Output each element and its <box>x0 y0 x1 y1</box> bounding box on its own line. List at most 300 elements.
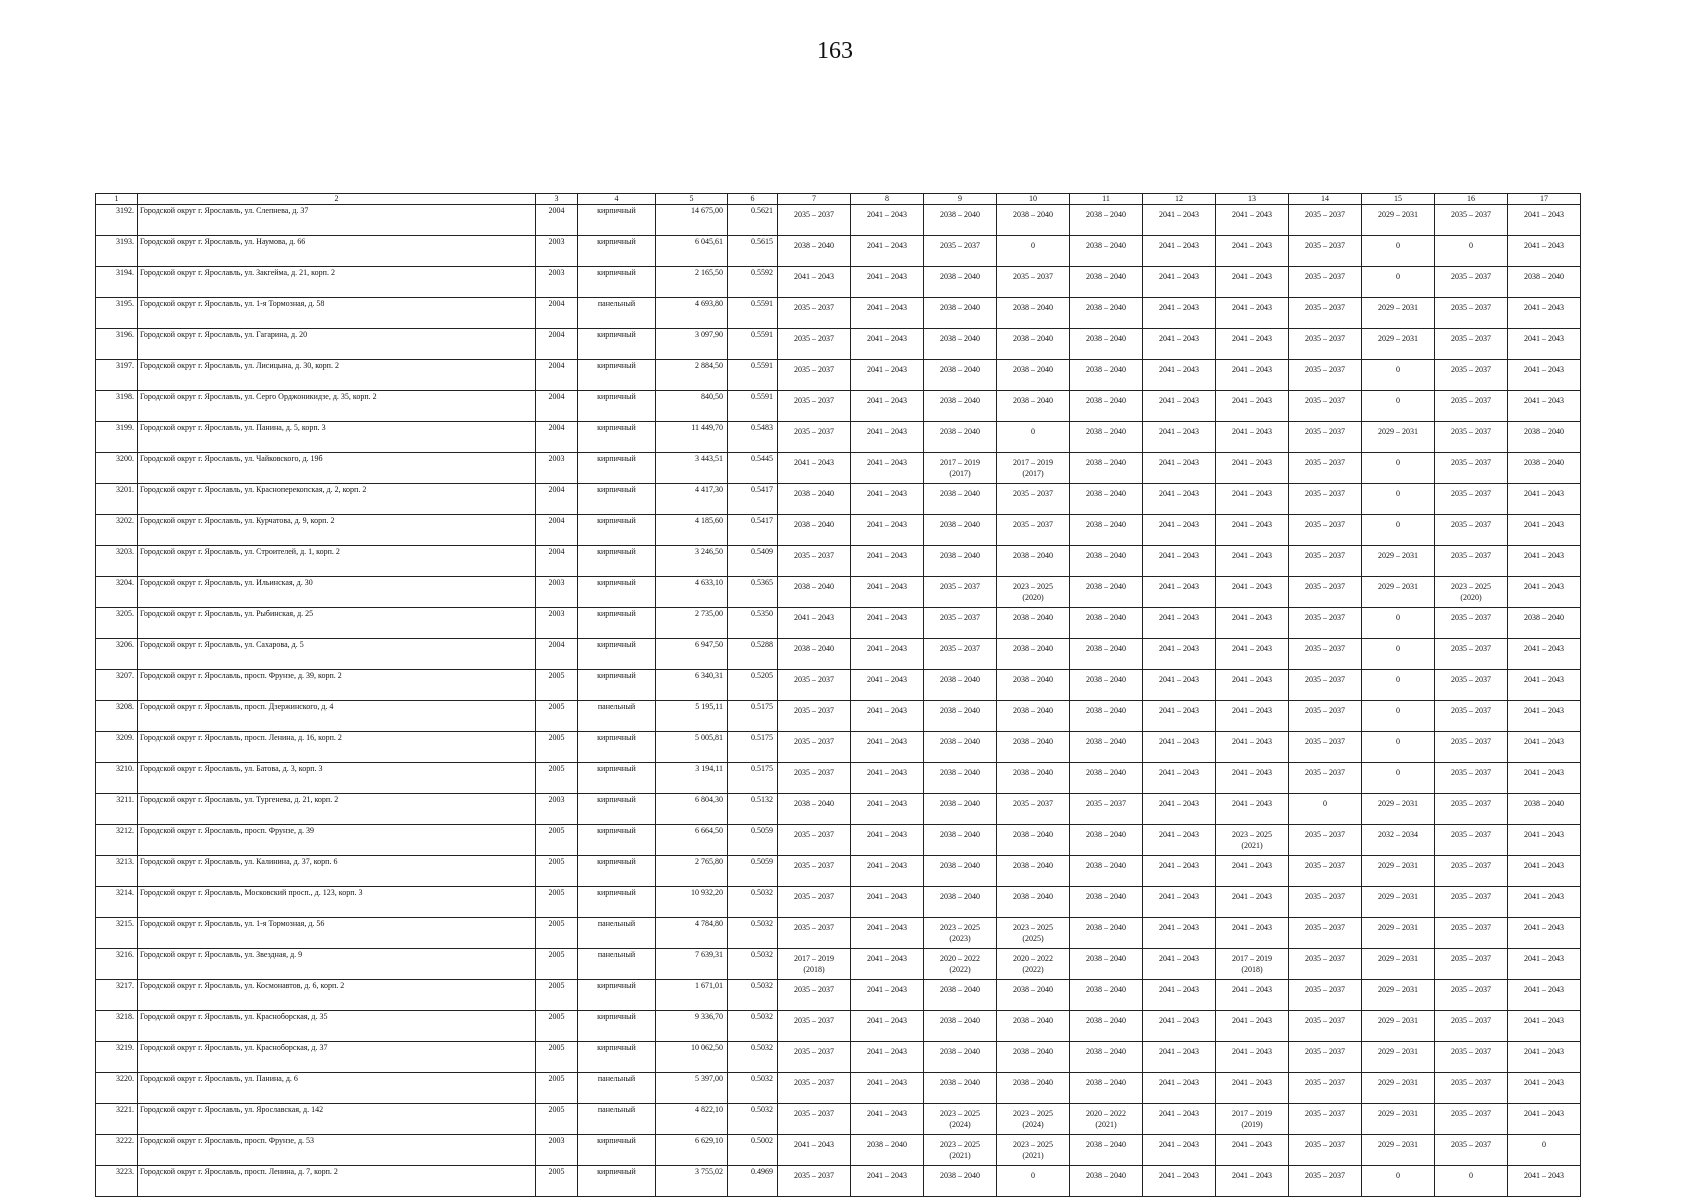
table-cell-col-14: 2035 – 2037 <box>1289 1104 1362 1135</box>
table-cell-col-8: 2041 – 2043 <box>851 949 924 980</box>
table-row <box>96 391 1581 422</box>
table-cell-col-16: 2035 – 2037 <box>1435 1042 1508 1073</box>
table-cell-col-10: 2035 – 2037 <box>997 515 1070 546</box>
table-cell-col-4: кирпичный <box>578 1135 656 1166</box>
table-cell-col-9: 2038 – 2040 <box>924 329 997 360</box>
table-cell-col-1: 3211. <box>96 794 138 825</box>
table-cell-col-1: 3219. <box>96 1042 138 1073</box>
table-cell-col-10: 2038 – 2040 <box>997 887 1070 918</box>
table-cell-col-12: 2041 – 2043 <box>1143 360 1216 391</box>
table-cell-col-1: 3210. <box>96 763 138 794</box>
table-cell-col-5: 6 664,50 <box>656 825 728 856</box>
table-cell-col-3: 2003 <box>536 453 578 484</box>
table-cell-col-1: 3221. <box>96 1104 138 1135</box>
table-cell-col-12: 2041 – 2043 <box>1143 949 1216 980</box>
table-cell-col-7: 2035 – 2037 <box>778 701 851 732</box>
table-cell-col-17: 2038 – 2040 <box>1508 453 1581 484</box>
table-cell-col-5: 3 194,11 <box>656 763 728 794</box>
table-cell-col-15: 2029 – 2031 <box>1362 1104 1435 1135</box>
table-cell-col-8: 2041 – 2043 <box>851 515 924 546</box>
table-cell-col-7: 2035 – 2037 <box>778 825 851 856</box>
table-cell-col-15: 0 <box>1362 515 1435 546</box>
table-cell-col-14: 2035 – 2037 <box>1289 608 1362 639</box>
table-cell-col-7: 2035 – 2037 <box>778 298 851 329</box>
table-cell-col-15: 2029 – 2031 <box>1362 856 1435 887</box>
table-cell-col-11: 2038 – 2040 <box>1070 639 1143 670</box>
table-cell-col-16: 2035 – 2037 <box>1435 918 1508 949</box>
table-cell-col-5: 10 932,20 <box>656 887 728 918</box>
table-cell-col-8: 2041 – 2043 <box>851 980 924 1011</box>
table-cell-col-11: 2038 – 2040 <box>1070 391 1143 422</box>
table-cell-col-12: 2041 – 2043 <box>1143 298 1216 329</box>
table-cell-col-12: 2041 – 2043 <box>1143 794 1216 825</box>
table-cell-col-3: 2005 <box>536 1073 578 1104</box>
table-cell-col-17: 2041 – 2043 <box>1508 298 1581 329</box>
table-cell-col-16: 2035 – 2037 <box>1435 794 1508 825</box>
table-cell-col-11: 2038 – 2040 <box>1070 267 1143 298</box>
table-cell-col-4: панельный <box>578 1073 656 1104</box>
table-cell-col-16: 2035 – 2037 <box>1435 360 1508 391</box>
table-cell-col-17: 2041 – 2043 <box>1508 329 1581 360</box>
table-cell-col-2: Городской округ г. Ярославль, просп. Ленина, д. 7, корп. 2 <box>138 1166 536 1197</box>
table-cell-col-8: 2041 – 2043 <box>851 205 924 236</box>
table-cell-col-4: кирпичный <box>578 205 656 236</box>
table-cell-col-2: Городской округ г. Ярославль, ул. Строителей, д. 1, корп. 2 <box>138 546 536 577</box>
table-cell-col-9: 2038 – 2040 <box>924 1042 997 1073</box>
table-cell-col-15: 0 <box>1362 236 1435 267</box>
table-cell-col-10: 2023 – 2025 (2025) <box>997 918 1070 949</box>
table-cell-col-12: 2041 – 2043 <box>1143 329 1216 360</box>
table-cell-col-14: 2035 – 2037 <box>1289 639 1362 670</box>
table-cell-col-1: 3223. <box>96 1166 138 1197</box>
table-row <box>96 670 1581 701</box>
table-cell-col-12: 2041 – 2043 <box>1143 546 1216 577</box>
table-cell-col-1: 3217. <box>96 980 138 1011</box>
table-cell-col-11: 2038 – 2040 <box>1070 360 1143 391</box>
table-cell-col-10: 2038 – 2040 <box>997 546 1070 577</box>
table-cell-col-3: 2004 <box>536 422 578 453</box>
table-cell-col-3: 2004 <box>536 205 578 236</box>
column-header-2: 2 <box>138 194 536 205</box>
table-cell-col-16: 2035 – 2037 <box>1435 1104 1508 1135</box>
table-cell-col-7: 2017 – 2019 (2018) <box>778 949 851 980</box>
table-cell-col-14: 2035 – 2037 <box>1289 391 1362 422</box>
table-row <box>96 484 1581 515</box>
table-cell-col-4: кирпичный <box>578 577 656 608</box>
table-cell-col-5: 3 755,02 <box>656 1166 728 1197</box>
table-cell-col-3: 2003 <box>536 267 578 298</box>
table-cell-col-6: 0.5032 <box>728 1042 778 1073</box>
table-cell-col-12: 2041 – 2043 <box>1143 1073 1216 1104</box>
table-cell-col-12: 2041 – 2043 <box>1143 484 1216 515</box>
column-header-3: 3 <box>536 194 578 205</box>
table-cell-col-9: 2038 – 2040 <box>924 763 997 794</box>
table-cell-col-9: 2038 – 2040 <box>924 298 997 329</box>
table-cell-col-1: 3195. <box>96 298 138 329</box>
table-cell-col-14: 2035 – 2037 <box>1289 360 1362 391</box>
table-cell-col-14: 2035 – 2037 <box>1289 1073 1362 1104</box>
table-cell-col-1: 3220. <box>96 1073 138 1104</box>
table-cell-col-5: 1 671,01 <box>656 980 728 1011</box>
table-cell-col-12: 2041 – 2043 <box>1143 1166 1216 1197</box>
table-cell-col-13: 2041 – 2043 <box>1216 732 1289 763</box>
table-cell-col-1: 3197. <box>96 360 138 391</box>
table-cell-col-12: 2041 – 2043 <box>1143 701 1216 732</box>
table-cell-col-16: 2035 – 2037 <box>1435 298 1508 329</box>
table-cell-col-5: 4 822,10 <box>656 1104 728 1135</box>
table-cell-col-2: Городской округ г. Ярославль, ул. Космонавтов, д. 6, корп. 2 <box>138 980 536 1011</box>
table-cell-col-3: 2004 <box>536 298 578 329</box>
table-row <box>96 267 1581 298</box>
table-cell-col-14: 2035 – 2037 <box>1289 980 1362 1011</box>
table-row <box>96 1166 1581 1197</box>
table-cell-col-8: 2041 – 2043 <box>851 453 924 484</box>
table-cell-col-13: 2041 – 2043 <box>1216 484 1289 515</box>
table-cell-col-2: Городской округ г. Ярославль, ул. Звездная, д. 9 <box>138 949 536 980</box>
table-cell-col-9: 2038 – 2040 <box>924 732 997 763</box>
table-cell-col-7: 2038 – 2040 <box>778 639 851 670</box>
table-cell-col-13: 2041 – 2043 <box>1216 391 1289 422</box>
column-header-15: 15 <box>1362 194 1435 205</box>
table-cell-col-17: 2041 – 2043 <box>1508 670 1581 701</box>
table-cell-col-11: 2038 – 2040 <box>1070 763 1143 794</box>
table-cell-col-12: 2041 – 2043 <box>1143 825 1216 856</box>
table-cell-col-17: 2038 – 2040 <box>1508 422 1581 453</box>
table-cell-col-16: 0 <box>1435 236 1508 267</box>
table-cell-col-16: 2035 – 2037 <box>1435 484 1508 515</box>
table-cell-col-11: 2038 – 2040 <box>1070 577 1143 608</box>
table-cell-col-12: 2041 – 2043 <box>1143 1042 1216 1073</box>
table-cell-col-11: 2038 – 2040 <box>1070 205 1143 236</box>
table-cell-col-2: Городской округ г. Ярославль, ул. Панина, д. 5, корп. 3 <box>138 422 536 453</box>
table-cell-col-4: кирпичный <box>578 484 656 515</box>
table-cell-col-4: кирпичный <box>578 887 656 918</box>
table-cell-col-12: 2041 – 2043 <box>1143 1135 1216 1166</box>
table-cell-col-3: 2005 <box>536 980 578 1011</box>
table-cell-col-11: 2038 – 2040 <box>1070 1073 1143 1104</box>
table-row <box>96 763 1581 794</box>
table-cell-col-1: 3198. <box>96 391 138 422</box>
table-cell-col-11: 2038 – 2040 <box>1070 1166 1143 1197</box>
table-cell-col-11: 2038 – 2040 <box>1070 608 1143 639</box>
table-cell-col-1: 3205. <box>96 608 138 639</box>
column-header-12: 12 <box>1143 194 1216 205</box>
table-cell-col-3: 2005 <box>536 887 578 918</box>
table-cell-col-8: 2041 – 2043 <box>851 1042 924 1073</box>
table-cell-col-11: 2038 – 2040 <box>1070 856 1143 887</box>
table-cell-col-6: 0.4969 <box>728 1166 778 1197</box>
table-cell-col-9: 2038 – 2040 <box>924 484 997 515</box>
table-cell-col-4: кирпичный <box>578 360 656 391</box>
table-cell-col-13: 2041 – 2043 <box>1216 1166 1289 1197</box>
table-cell-col-5: 14 675,00 <box>656 205 728 236</box>
table-cell-col-11: 2038 – 2040 <box>1070 887 1143 918</box>
table-cell-col-12: 2041 – 2043 <box>1143 391 1216 422</box>
table-cell-col-6: 0.5365 <box>728 577 778 608</box>
table-cell-col-10: 2038 – 2040 <box>997 670 1070 701</box>
table-cell-col-1: 3194. <box>96 267 138 298</box>
table-cell-col-5: 11 449,70 <box>656 422 728 453</box>
table-cell-col-15: 2029 – 2031 <box>1362 887 1435 918</box>
table-cell-col-14: 2035 – 2037 <box>1289 298 1362 329</box>
table-cell-col-11: 2038 – 2040 <box>1070 825 1143 856</box>
column-header-8: 8 <box>851 194 924 205</box>
table-cell-col-4: кирпичный <box>578 267 656 298</box>
table-cell-col-2: Городской округ г. Ярославль, ул. Закгейма, д. 21, корп. 2 <box>138 267 536 298</box>
table-cell-col-15: 0 <box>1362 763 1435 794</box>
table-cell-col-17: 2041 – 2043 <box>1508 825 1581 856</box>
table-row <box>96 515 1581 546</box>
column-header-16: 16 <box>1435 194 1508 205</box>
table-row <box>96 701 1581 732</box>
table-cell-col-17: 2041 – 2043 <box>1508 1104 1581 1135</box>
table-cell-col-7: 2035 – 2037 <box>778 360 851 391</box>
table-cell-col-16: 2035 – 2037 <box>1435 763 1508 794</box>
table-cell-col-16: 2035 – 2037 <box>1435 639 1508 670</box>
table-cell-col-10: 2038 – 2040 <box>997 639 1070 670</box>
table-cell-col-3: 2003 <box>536 794 578 825</box>
table-cell-col-10: 2038 – 2040 <box>997 980 1070 1011</box>
table-cell-col-16: 2035 – 2037 <box>1435 732 1508 763</box>
table-cell-col-9: 2038 – 2040 <box>924 825 997 856</box>
table-cell-col-4: панельный <box>578 1104 656 1135</box>
table-cell-col-9: 2038 – 2040 <box>924 360 997 391</box>
table-row <box>96 1135 1581 1166</box>
table-row <box>96 1011 1581 1042</box>
table-cell-col-1: 3200. <box>96 453 138 484</box>
table-cell-col-6: 0.5032 <box>728 980 778 1011</box>
table-cell-col-5: 4 185,60 <box>656 515 728 546</box>
table-cell-col-2: Городской округ г. Ярославль, ул. Тургенева, д. 21, корп. 2 <box>138 794 536 825</box>
table-cell-col-4: кирпичный <box>578 639 656 670</box>
table-cell-col-11: 2020 – 2022 (2021) <box>1070 1104 1143 1135</box>
table-cell-col-12: 2041 – 2043 <box>1143 236 1216 267</box>
table-cell-col-1: 3215. <box>96 918 138 949</box>
table-cell-col-13: 2017 – 2019 (2018) <box>1216 949 1289 980</box>
table-cell-col-14: 2035 – 2037 <box>1289 329 1362 360</box>
table-cell-col-17: 2041 – 2043 <box>1508 763 1581 794</box>
table-cell-col-15: 2029 – 2031 <box>1362 577 1435 608</box>
table-cell-col-12: 2041 – 2043 <box>1143 577 1216 608</box>
table-cell-col-8: 2041 – 2043 <box>851 236 924 267</box>
table-cell-col-9: 2038 – 2040 <box>924 391 997 422</box>
table-cell-col-15: 2029 – 2031 <box>1362 329 1435 360</box>
table-cell-col-13: 2023 – 2025 (2021) <box>1216 825 1289 856</box>
table-cell-col-1: 3201. <box>96 484 138 515</box>
table-cell-col-4: кирпичный <box>578 670 656 701</box>
table-cell-col-4: кирпичный <box>578 422 656 453</box>
table-cell-col-15: 0 <box>1362 484 1435 515</box>
table-cell-col-4: кирпичный <box>578 453 656 484</box>
table-cell-col-4: панельный <box>578 701 656 732</box>
table-cell-col-10: 2023 – 2025 (2020) <box>997 577 1070 608</box>
table-cell-col-9: 2035 – 2037 <box>924 577 997 608</box>
table-cell-col-2: Городской округ г. Ярославль, ул. Батова, д. 3, корп. 3 <box>138 763 536 794</box>
table-cell-col-15: 0 <box>1362 608 1435 639</box>
table-cell-col-3: 2004 <box>536 546 578 577</box>
table-cell-col-7: 2035 – 2037 <box>778 763 851 794</box>
table-cell-col-10: 2038 – 2040 <box>997 856 1070 887</box>
table-cell-col-15: 2029 – 2031 <box>1362 422 1435 453</box>
table-cell-col-11: 2038 – 2040 <box>1070 546 1143 577</box>
column-header-1: 1 <box>96 194 138 205</box>
table-cell-col-11: 2038 – 2040 <box>1070 298 1143 329</box>
table-cell-col-15: 2029 – 2031 <box>1362 546 1435 577</box>
table-cell-col-2: Городской округ г. Ярославль, ул. Красноперекопская, д. 2, корп. 2 <box>138 484 536 515</box>
table-cell-col-11: 2038 – 2040 <box>1070 1042 1143 1073</box>
table-row <box>96 1073 1581 1104</box>
table-cell-col-5: 4 784,80 <box>656 918 728 949</box>
table-cell-col-12: 2041 – 2043 <box>1143 515 1216 546</box>
table-cell-col-3: 2004 <box>536 391 578 422</box>
table-cell-col-14: 2035 – 2037 <box>1289 453 1362 484</box>
table-cell-col-7: 2038 – 2040 <box>778 794 851 825</box>
table-cell-col-17: 2041 – 2043 <box>1508 515 1581 546</box>
table-cell-col-2: Городской округ г. Ярославль, ул. Гагарина, д. 20 <box>138 329 536 360</box>
table-cell-col-3: 2005 <box>536 949 578 980</box>
table-cell-col-17: 2041 – 2043 <box>1508 1166 1581 1197</box>
table-cell-col-5: 4 693,80 <box>656 298 728 329</box>
table-cell-col-6: 0.5132 <box>728 794 778 825</box>
table-cell-col-8: 2041 – 2043 <box>851 670 924 701</box>
table-cell-col-5: 2 735,00 <box>656 608 728 639</box>
table-cell-col-16: 2035 – 2037 <box>1435 980 1508 1011</box>
table-cell-col-17: 2041 – 2043 <box>1508 391 1581 422</box>
table-cell-col-8: 2041 – 2043 <box>851 267 924 298</box>
table-cell-col-14: 2035 – 2037 <box>1289 546 1362 577</box>
table-cell-col-7: 2041 – 2043 <box>778 1135 851 1166</box>
table-cell-col-3: 2003 <box>536 236 578 267</box>
column-header-5: 5 <box>656 194 728 205</box>
table-cell-col-11: 2038 – 2040 <box>1070 515 1143 546</box>
table-cell-col-11: 2038 – 2040 <box>1070 329 1143 360</box>
table-cell-col-5: 4 417,30 <box>656 484 728 515</box>
table-cell-col-12: 2041 – 2043 <box>1143 205 1216 236</box>
table-cell-col-2: Городской округ г. Ярославль, просп. Ленина, д. 16, корп. 2 <box>138 732 536 763</box>
table-cell-col-15: 0 <box>1362 732 1435 763</box>
table-cell-col-13: 2041 – 2043 <box>1216 980 1289 1011</box>
table-cell-col-2: Городской округ г. Ярославль, просп. Дзержинского, д. 4 <box>138 701 536 732</box>
table-cell-col-7: 2038 – 2040 <box>778 515 851 546</box>
table-cell-col-6: 0.5417 <box>728 515 778 546</box>
table-cell-col-13: 2041 – 2043 <box>1216 701 1289 732</box>
table-cell-col-5: 3 097,90 <box>656 329 728 360</box>
table-cell-col-1: 3193. <box>96 236 138 267</box>
column-header-10: 10 <box>997 194 1070 205</box>
table-cell-col-10: 2038 – 2040 <box>997 763 1070 794</box>
table-cell-col-17: 2041 – 2043 <box>1508 701 1581 732</box>
table-header <box>96 194 1581 205</box>
table-cell-col-7: 2041 – 2043 <box>778 453 851 484</box>
table-row <box>96 980 1581 1011</box>
table-cell-col-17: 2041 – 2043 <box>1508 887 1581 918</box>
table-cell-col-1: 3199. <box>96 422 138 453</box>
table-cell-col-11: 2038 – 2040 <box>1070 670 1143 701</box>
table-cell-col-17: 2041 – 2043 <box>1508 577 1581 608</box>
table-cell-col-7: 2035 – 2037 <box>778 205 851 236</box>
table-cell-col-14: 2035 – 2037 <box>1289 1135 1362 1166</box>
table-cell-col-9: 2038 – 2040 <box>924 794 997 825</box>
table-cell-col-16: 2035 – 2037 <box>1435 887 1508 918</box>
table-cell-col-3: 2005 <box>536 1104 578 1135</box>
table-cell-col-15: 2029 – 2031 <box>1362 949 1435 980</box>
table-cell-col-14: 2035 – 2037 <box>1289 1166 1362 1197</box>
table-cell-col-12: 2041 – 2043 <box>1143 732 1216 763</box>
table-cell-col-6: 0.5175 <box>728 701 778 732</box>
table-cell-col-10: 2038 – 2040 <box>997 1011 1070 1042</box>
table-cell-col-5: 5 397,00 <box>656 1073 728 1104</box>
table-cell-col-10: 2023 – 2025 (2021) <box>997 1135 1070 1166</box>
table-cell-col-3: 2004 <box>536 484 578 515</box>
table-cell-col-2: Городской округ г. Ярославль, ул. Красноборская, д. 35 <box>138 1011 536 1042</box>
table-cell-col-13: 2041 – 2043 <box>1216 329 1289 360</box>
table-cell-col-13: 2041 – 2043 <box>1216 298 1289 329</box>
table-cell-col-9: 2017 – 2019 (2017) <box>924 453 997 484</box>
table-cell-col-16: 2035 – 2037 <box>1435 422 1508 453</box>
table-cell-col-14: 2035 – 2037 <box>1289 763 1362 794</box>
table-cell-col-13: 2041 – 2043 <box>1216 515 1289 546</box>
table-cell-col-4: панельный <box>578 298 656 329</box>
table-cell-col-13: 2041 – 2043 <box>1216 546 1289 577</box>
table-cell-col-6: 0.5032 <box>728 1011 778 1042</box>
table-cell-col-14: 2035 – 2037 <box>1289 856 1362 887</box>
table-cell-col-15: 2029 – 2031 <box>1362 794 1435 825</box>
table-cell-col-15: 2029 – 2031 <box>1362 205 1435 236</box>
table-cell-col-5: 2 884,50 <box>656 360 728 391</box>
table-row <box>96 794 1581 825</box>
table-cell-col-12: 2041 – 2043 <box>1143 267 1216 298</box>
table-cell-col-7: 2041 – 2043 <box>778 267 851 298</box>
table-cell-col-6: 0.5032 <box>728 1073 778 1104</box>
table-cell-col-3: 2005 <box>536 856 578 887</box>
table-cell-col-13: 2041 – 2043 <box>1216 856 1289 887</box>
table-cell-col-7: 2035 – 2037 <box>778 856 851 887</box>
table-cell-col-1: 3218. <box>96 1011 138 1042</box>
table-cell-col-7: 2035 – 2037 <box>778 1073 851 1104</box>
table-cell-col-14: 2035 – 2037 <box>1289 484 1362 515</box>
table-cell-col-2: Городской округ г. Ярославль, ул. 1-я Тормозная, д. 58 <box>138 298 536 329</box>
table-cell-col-9: 2038 – 2040 <box>924 856 997 887</box>
table-cell-col-6: 0.5175 <box>728 732 778 763</box>
table-cell-col-8: 2041 – 2043 <box>851 484 924 515</box>
table-cell-col-5: 9 336,70 <box>656 1011 728 1042</box>
table-row <box>96 856 1581 887</box>
table-cell-col-6: 0.5059 <box>728 825 778 856</box>
table-cell-col-9: 2023 – 2025 (2024) <box>924 1104 997 1135</box>
table-cell-col-8: 2041 – 2043 <box>851 918 924 949</box>
table-cell-col-1: 3204. <box>96 577 138 608</box>
table-cell-col-8: 2038 – 2040 <box>851 1135 924 1166</box>
table-cell-col-10: 2038 – 2040 <box>997 1042 1070 1073</box>
table-cell-col-12: 2041 – 2043 <box>1143 1104 1216 1135</box>
table-cell-col-1: 3192. <box>96 205 138 236</box>
table-cell-col-16: 2035 – 2037 <box>1435 1073 1508 1104</box>
table-cell-col-12: 2041 – 2043 <box>1143 670 1216 701</box>
table-cell-col-14: 2035 – 2037 <box>1289 422 1362 453</box>
table-cell-col-13: 2017 – 2019 (2019) <box>1216 1104 1289 1135</box>
table-cell-col-1: 3196. <box>96 329 138 360</box>
table-cell-col-7: 2035 – 2037 <box>778 1042 851 1073</box>
table-cell-col-1: 3216. <box>96 949 138 980</box>
table-cell-col-9: 2020 – 2022 (2022) <box>924 949 997 980</box>
table-cell-col-10: 2038 – 2040 <box>997 1073 1070 1104</box>
table-cell-col-14: 2035 – 2037 <box>1289 577 1362 608</box>
table-cell-col-5: 6 629,10 <box>656 1135 728 1166</box>
table-cell-col-3: 2004 <box>536 639 578 670</box>
table-cell-col-17: 2041 – 2043 <box>1508 1011 1581 1042</box>
table-cell-col-17: 0 <box>1508 1135 1581 1166</box>
table-cell-col-16: 2035 – 2037 <box>1435 670 1508 701</box>
